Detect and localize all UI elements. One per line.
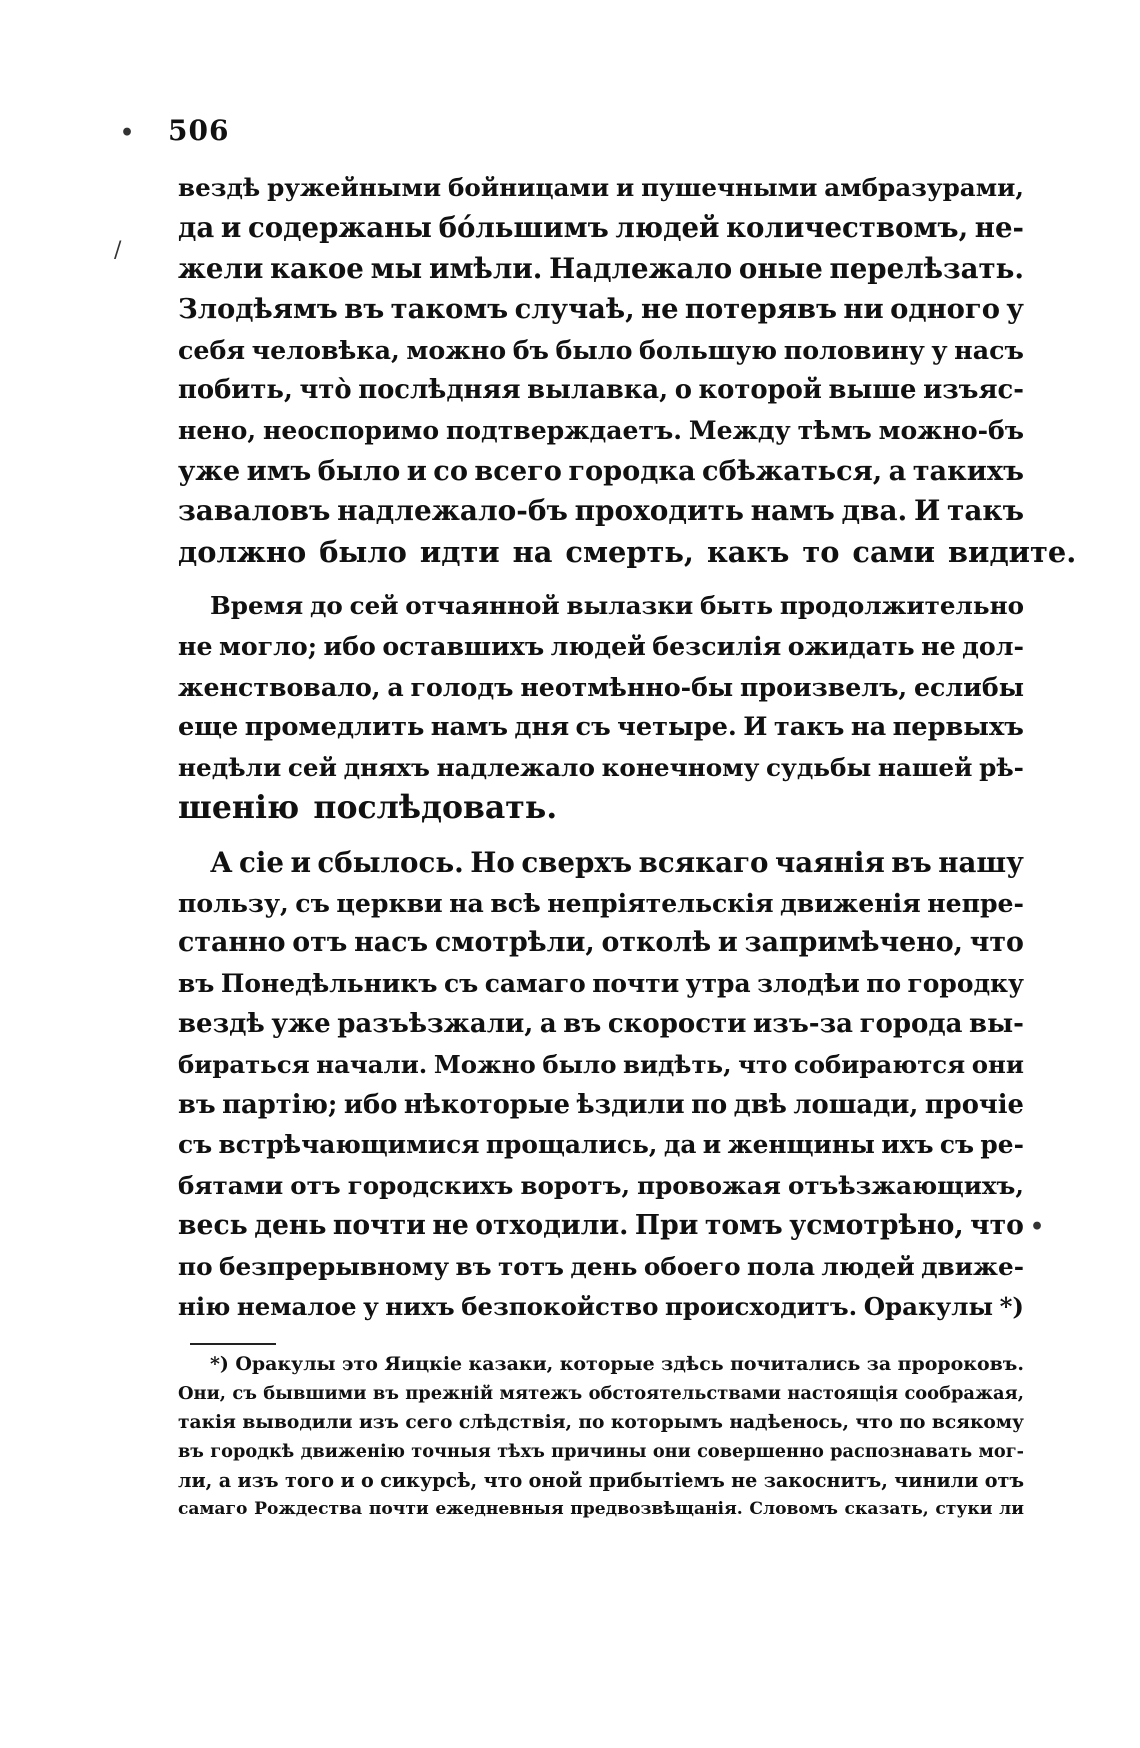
- page-number: 506: [168, 114, 230, 147]
- text-line: станно отъ насъ смотрѣли, отколѣ и запримѣчено, что: [178, 927, 1024, 959]
- text-line: не могло; ибо оставшихъ людей безсилія ожидать не дол-: [178, 631, 1024, 662]
- text-line: по безпрерывному въ тотъ день обоего пола людей движе-: [178, 1251, 1024, 1281]
- text-line: да и содержаны бо́льшимъ людей количествомъ, не-: [178, 211, 1024, 245]
- margin-dot-mark: •: [120, 120, 135, 146]
- text-line: А сіе и сбылось. Но сверхъ всякаго чаянія въ нашу: [210, 845, 1024, 879]
- text-line: Злодѣямъ въ такомъ случаѣ, не потерявъ ни одного у: [178, 293, 1024, 326]
- text-line: съ встрѣчающимися прощались, да и женщины ихъ съ ре-: [178, 1130, 1024, 1160]
- text-line: вездѣ ружейными бойницами и пушечными амбразурами,: [178, 173, 1024, 202]
- text-line: уже имъ было и со всего городка сбѣжаться, а такихъ: [178, 454, 1024, 487]
- text-line: женствовало, а голодъ неотмѣнно-бы произвелъ, еслибы: [178, 671, 1024, 702]
- main-text: [178, 168, 1077, 1327]
- text-line: бираться начали. Можно было видѣть, что собираются они: [178, 1049, 1024, 1079]
- text-line: жели какое мы имѣли. Надлежало оные перелѣзать.: [178, 251, 1024, 285]
- text-line: нено, неоспоримо подтверждаетъ. Между тѣмъ можно-бъ: [178, 415, 1024, 446]
- text-line: вездѣ уже разъѣзжали, а въ скорости изъ-за города вы-: [178, 1009, 1024, 1040]
- text-line: въ Понедѣльникъ съ самаго почти утра злодѣи по городку: [178, 968, 1024, 998]
- text-line: должно было идти на смерть, какъ то сами видите.: [178, 534, 1077, 569]
- text-line: заваловъ надлежало-бъ проходить намъ два. И такъ: [178, 494, 1024, 528]
- text-line: Время до сей отчаянной вылазки быть продолжительно: [210, 591, 1024, 621]
- text-line: себя человѣка, можно бъ было большую половину у насъ: [178, 334, 1024, 365]
- text-line: недѣли сей дняхъ надлежало конечному судьбы нашей рѣ-: [178, 752, 1024, 782]
- footnote-line: въ городкѣ движенію точныя тѣхъ причины они совершенно распознавать мог-: [178, 1441, 1024, 1462]
- text-line: бятами отъ городскихъ воротъ, провожая отъѣзжающихъ,: [178, 1170, 1024, 1200]
- margin-dot-mark-right: •: [1030, 1214, 1045, 1240]
- text-line: въ партію; ибо нѣкоторые ѣздили по двѣ лошади, прочіе: [178, 1089, 1024, 1120]
- text-line: пользу, съ церкви на всѣ непріятельскія движенія непре-: [178, 887, 1024, 918]
- footnote-rule: [190, 1343, 276, 1345]
- footnote-line: такія выводили изъ сего слѣдствія, по которымъ надѣенось, что по всякому: [178, 1411, 1024, 1433]
- margin-slash-mark: /: [114, 238, 122, 263]
- footnote-line: ли, а изъ того и о сикурсѣ, что оной прибытіемъ не закоснитъ, чинили отъ: [178, 1469, 1024, 1492]
- footnote: [178, 1350, 1024, 1524]
- text-line: шенію послѣдовать.: [178, 789, 558, 827]
- text-line: весь день почти не отходили. При томъ усмотрѣно, что: [178, 1210, 1024, 1242]
- text-line: нію немалое у нихъ безпокойство происходитъ. Оракулы *): [178, 1291, 1024, 1321]
- text-line: еще промедлить намъ дня съ четыре. И такъ на первыхъ: [178, 712, 1024, 743]
- footnote-line: *) Оракулы это Яицкіе казаки, которые здѣсь почитались за пророковъ.: [210, 1353, 1024, 1375]
- footnote-line: самаго Рождества почти ежедневныя предвозвѣщанія. Словомъ сказать, стуки ли: [178, 1499, 1024, 1519]
- text-line: побить, что̀ послѣдняя вылавка, о которой выше изъяс-: [178, 375, 1024, 406]
- footnote-line: Они, съ бывшими въ прежній мятежъ обстоятельствами настоящія соображая,: [178, 1383, 1024, 1404]
